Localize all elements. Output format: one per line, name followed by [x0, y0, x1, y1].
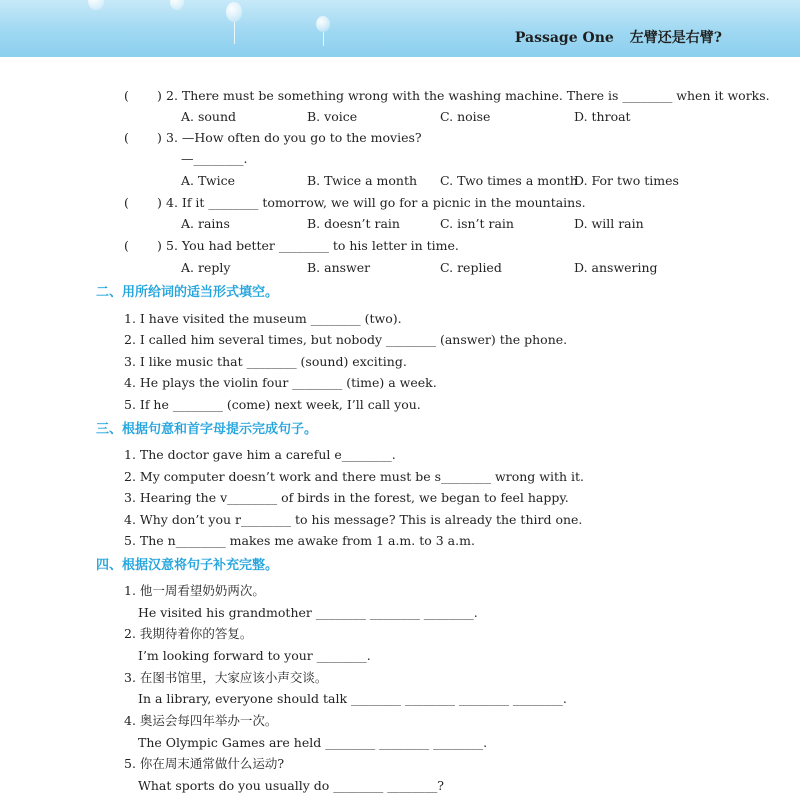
answer-paren-close: ): [157, 88, 162, 103]
option-d: D. For two times: [574, 173, 679, 188]
answer-paren-open: (: [124, 195, 129, 210]
option-a: A. rains: [181, 216, 230, 231]
question-stem: 2. There must be something wrong with the washing machine. There is ________ when it works.: [166, 88, 770, 103]
option-a: A. Twice: [181, 173, 235, 188]
passage-label: Passage One: [514, 30, 614, 46]
section-4-title: 四、根据汉意将句子补充完整。: [96, 558, 279, 573]
option-a: A. reply: [181, 260, 231, 275]
option-b: B. doesn’t rain: [307, 216, 400, 231]
option-c: C. isn’t rain: [440, 216, 514, 231]
answer-paren-close: ): [157, 195, 162, 210]
translation-en: What sports do you usually do ________ ________?: [138, 778, 444, 793]
balloon-decoration: [170, 0, 184, 10]
balloon-decoration: [88, 0, 104, 10]
option-c: C. noise: [440, 109, 491, 124]
translation-cn: 3. 在图书馆里，大家应该小声交谈。: [124, 670, 328, 685]
fill-blank-item: 5. The n________ makes me awake from 1 a.m. to 3 a.m.: [124, 533, 475, 548]
fill-blank-item: 2. I called him several times, but nobody ________ (answer) the phone.: [124, 332, 568, 347]
fill-blank-item: 4. He plays the violin four ________ (time) a week.: [124, 375, 437, 390]
fill-blank-item: 3. Hearing the v________ of birds in the forest, we began to feel happy.: [124, 490, 569, 505]
question-stem: 3. —How often do you go to the movies?: [166, 130, 422, 145]
translation-en: The Olympic Games are held ________ ________ ________.: [138, 735, 488, 750]
translation-en: In a library, everyone should talk ________ ________ ________ ________.: [138, 691, 567, 706]
question-stem: 5. You had better ________ to his letter in time.: [166, 238, 459, 253]
fill-blank-item: 4. Why don’t you r________ to his message? This is already the third one.: [124, 512, 583, 527]
fill-blank-item: 1. The doctor gave him a careful e________.: [124, 447, 396, 462]
answer-paren-open: (: [124, 238, 129, 253]
answer-paren-open: (: [124, 88, 129, 103]
answer-paren-close: ): [157, 130, 162, 145]
answer-paren-open: (: [124, 130, 129, 145]
header-banner: [0, 0, 800, 57]
section-2-title: 二、用所给词的适当形式填空。: [96, 285, 279, 300]
option-d: D. answering: [574, 260, 658, 275]
option-c: C. replied: [440, 260, 502, 275]
translation-cn: 1. 他一周看望奶奶两次。: [124, 583, 265, 598]
option-b: B. answer: [307, 260, 371, 275]
section-3-title: 三、根据句意和首字母提示完成句子。: [96, 422, 318, 437]
page-title: [515, 27, 722, 47]
answer-line: —________.: [181, 151, 248, 166]
translation-cn: 2. 我期待着你的答复。: [124, 626, 253, 641]
option-d: D. will rain: [574, 216, 644, 231]
translation-cn: 4. 奥运会每四年举办一次。: [124, 713, 278, 728]
balloon-decoration: [226, 2, 242, 22]
option-b: B. Twice a month: [307, 173, 418, 188]
option-a: A. sound: [181, 109, 237, 124]
option-c: C. Two times a month: [440, 173, 578, 188]
balloon-string: [323, 32, 324, 46]
answer-paren-close: ): [157, 238, 162, 253]
translation-en: I’m looking forward to your ________.: [138, 648, 371, 663]
balloon-decoration: [316, 16, 330, 32]
option-b: B. voice: [307, 109, 358, 124]
translation-cn: 5. 你在周末通常做什么运动?: [124, 756, 285, 771]
translation-en: He visited his grandmother ________ ________ ________.: [138, 605, 478, 620]
fill-blank-item: 2. My computer doesn’t work and there must be s________ wrong with it.: [124, 469, 584, 484]
fill-blank-item: 3. I like music that ________ (sound) exciting.: [124, 354, 407, 369]
fill-blank-item: 5. If he ________ (come) next week, I’ll call you.: [124, 397, 421, 412]
option-d: D. throat: [574, 109, 631, 124]
fill-blank-item: 1. I have visited the museum ________ (two).: [124, 311, 402, 326]
question-stem: 4. If it ________ tomorrow, we will go for a picnic in the mountains.: [166, 195, 586, 210]
balloon-string: [234, 22, 235, 44]
passage-title-cn: 左臂还是右臂?: [629, 30, 722, 46]
